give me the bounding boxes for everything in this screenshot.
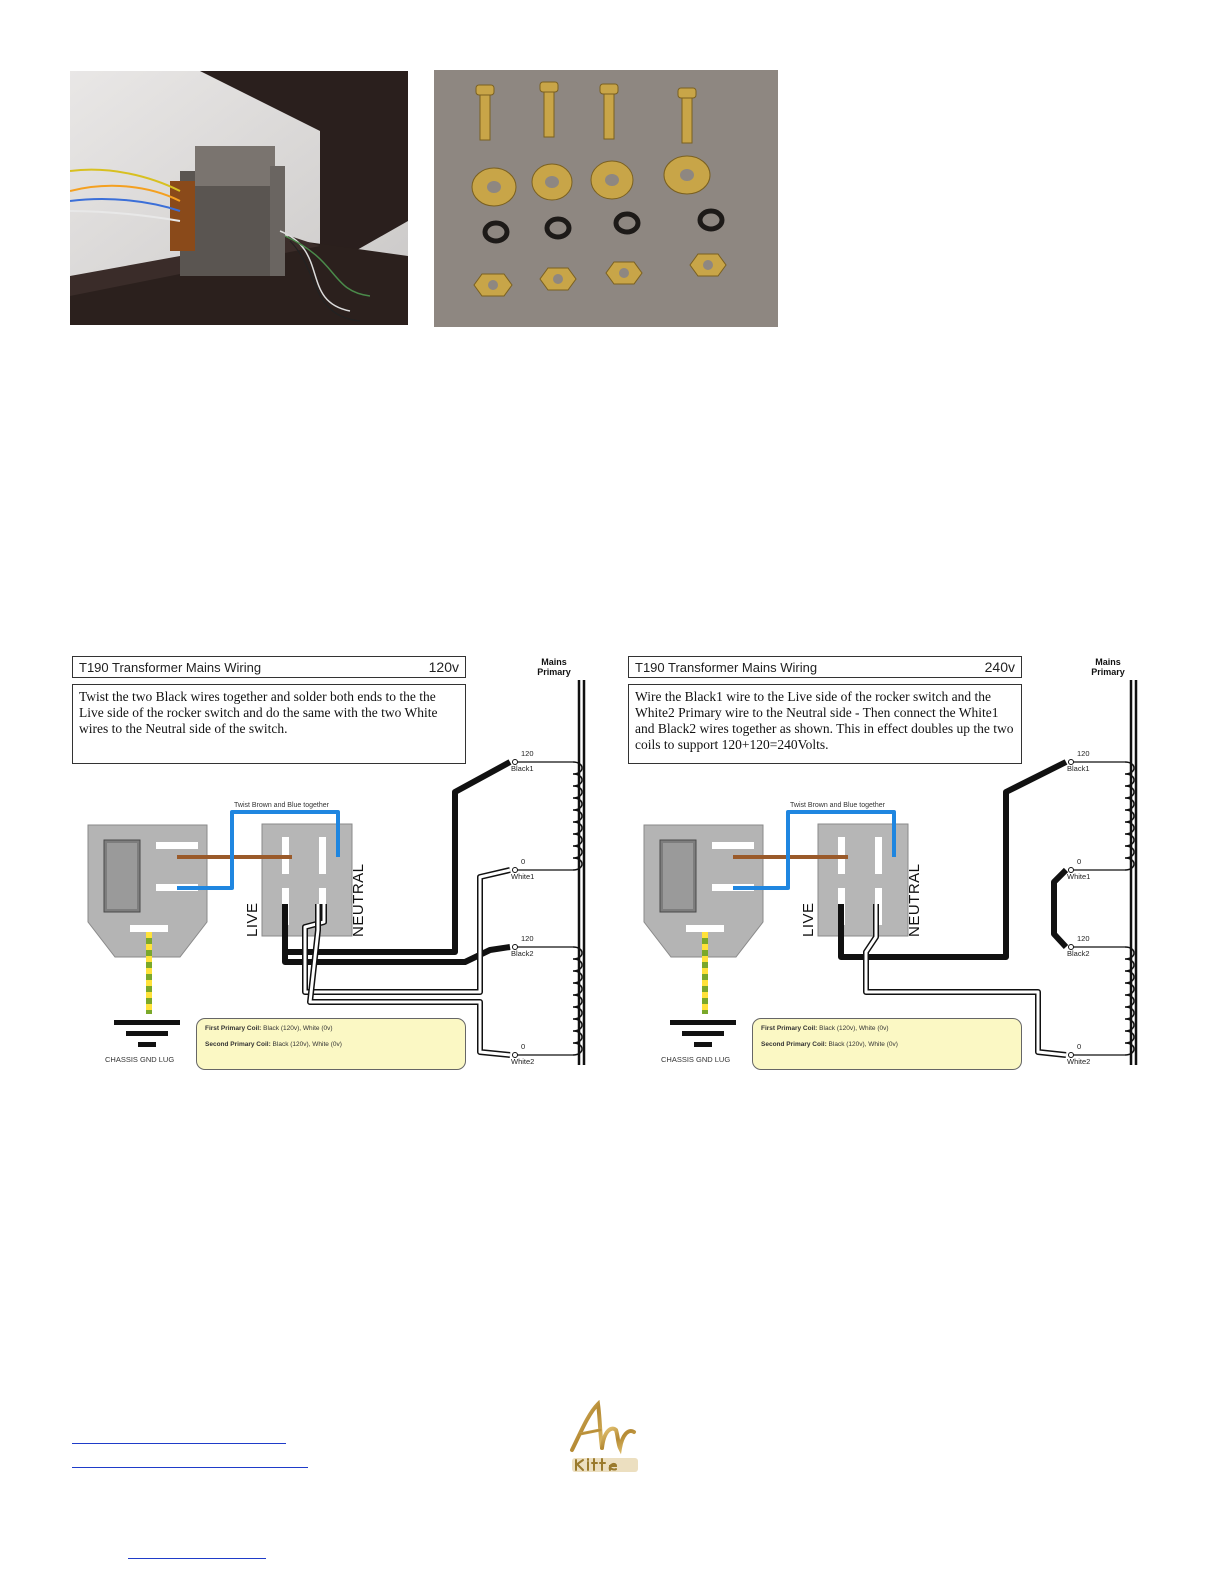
tap-num: 120 <box>521 934 534 943</box>
diagram-voltage: 120v <box>428 659 459 675</box>
diagram-header <box>72 656 466 678</box>
live-label: LIVE <box>800 902 817 937</box>
tap-name: White2 <box>1067 1057 1091 1066</box>
primary-coil-2 <box>1125 947 1134 1055</box>
tap-name: Black1 <box>1067 764 1090 773</box>
mounting-hardware-photo <box>434 70 778 327</box>
primary-coil-2 <box>573 947 582 1055</box>
ground-label: CHASSIS GND LUG <box>105 1055 175 1064</box>
primary-coil-1 <box>1125 762 1134 870</box>
diagram-header <box>628 656 1022 678</box>
diagram-240v <box>626 652 1156 1074</box>
coil-note: First Primary Coil: Black (120v), White (0v) Second Primary Coil: Black (120v), White (0v) <box>752 1018 1022 1070</box>
twist-note: Twist Brown and Blue together <box>790 802 885 809</box>
primary-coil-1 <box>573 762 582 870</box>
diagram-120v <box>70 652 600 1074</box>
footer-link-2[interactable] <box>72 1467 308 1468</box>
tap-num: 0 <box>521 1042 526 1051</box>
coil-note: First Primary Coil: Black (120v), White (0v) Second Primary Coil: Black (120v), White (0v) <box>196 1018 466 1070</box>
twist-note: Twist Brown and Blue together <box>234 802 329 809</box>
diagram-title: T190 Transformer Mains Wiring <box>79 660 262 675</box>
coil-header: Mains Primary <box>537 657 571 677</box>
tap-name: White2 <box>511 1057 535 1066</box>
ground-label: CHASSIS GND LUG <box>661 1055 731 1064</box>
neutral-label: NEUTRAL <box>906 863 923 937</box>
coil-header: Mains Primary <box>1091 657 1125 677</box>
transformer-photo <box>70 71 408 325</box>
tap-num: 0 <box>1077 1042 1082 1051</box>
footer-link-1[interactable] <box>72 1443 286 1444</box>
diagram-title: T190 Transformer Mains Wiring <box>635 660 818 675</box>
diagram-description: Twist the two Black wires together and solder both ends to the the Live side of the rocker switch and do the same with the two White wires to the Neutral side of the switch. <box>72 684 466 764</box>
tap-num: 0 <box>521 857 526 866</box>
an-kits-logo <box>566 1400 642 1476</box>
tap-num: 120 <box>1077 749 1090 758</box>
tap-name: Black2 <box>511 949 534 958</box>
tap-name: Black1 <box>511 764 534 773</box>
diagram-voltage: 240v <box>984 659 1015 675</box>
tap-num: 0 <box>1077 857 1082 866</box>
diagram-description: Wire the Black1 wire to the Live side of the rocker switch and the White2 Primary wire to the Neutral side - Then connect the White1 and Black2 wires together as shown. This in effect doubles up the two coils to support 120+120=240Volts. <box>628 684 1022 764</box>
tap-name: White1 <box>1067 872 1091 881</box>
footer-link-3[interactable] <box>128 1558 266 1559</box>
tap-num: 120 <box>1077 934 1090 943</box>
neutral-label: NEUTRAL <box>350 863 367 937</box>
tap-name: Black2 <box>1067 949 1090 958</box>
tap-name: White1 <box>511 872 535 881</box>
live-label: LIVE <box>244 902 261 937</box>
tap-num: 120 <box>521 749 534 758</box>
